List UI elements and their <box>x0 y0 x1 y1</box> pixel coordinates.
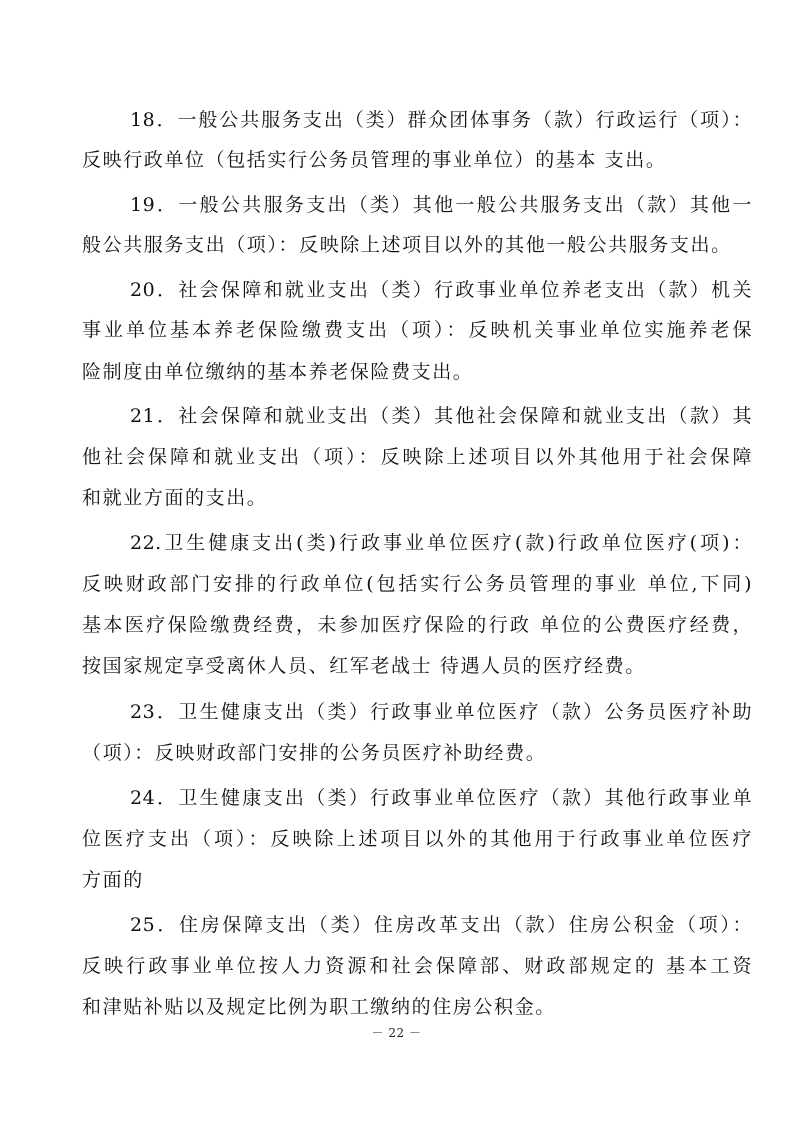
item-20-line-3: 险制度由单位缴纳的基本养老保险费支出。 <box>82 361 474 383</box>
item-19-line-2: 般公共服务支出（项）：反映除上述项目以外的其他一般公共服务支出。 <box>82 234 732 256</box>
item-25-line-3: 和津贴补贴以及规定比例为职工缴纳的住房公积金。 <box>82 996 556 1018</box>
item-25-line-2: 反映行政事业单位按人力资源和社会保障部、财政部规定的 基本工资 <box>82 955 752 977</box>
item-21-line-2: 他社会保障和就业支出（项）：反映除上述项目以外其他用于社会保障 <box>82 446 752 468</box>
page-number: － 22 － <box>371 1026 422 1040</box>
item-22-line-1: 22.卫生健康支出(类)行政事业单位医疗(款)行政单位医疗(项)： <box>130 532 752 554</box>
item-22-line-3: 基本医疗保险缴费经费，未参加医疗保险的行政 单位的公费医疗经费， <box>82 614 752 636</box>
item-22-line-2: 反映财政部门安排的行政单位(包括实行公务员管理的事业 单位,下同) <box>82 573 752 595</box>
item-23-line-1: 23．卫生健康支出（类）行政事业单位医疗（款）公务员医疗补助 <box>130 701 752 723</box>
item-20-line-1: 20．社会保障和就业支出（类）行政事业单位养老支出（款）机关 <box>130 279 752 301</box>
item-18-line-2: 反映行政单位（包括实行公务员管理的事业单位）的基本 支出。 <box>82 149 667 171</box>
item-21-line-3: 和就业方面的支出。 <box>82 487 268 509</box>
item-20-line-2: 事业单位基本养老保险缴费支出（项）：反映机关事业单位实施养老保 <box>82 319 752 341</box>
item-22-line-4: 按国家规定享受离休人员、红军老战士 待遇人员的医疗经费。 <box>82 655 646 677</box>
item-25-line-1: 25．住房保障支出（类）住房改革支出（款）住房公积金（项）： <box>130 914 752 936</box>
item-24-line-3: 方面的 <box>82 869 144 891</box>
item-24-line-1: 24．卫生健康支出（类）行政事业单位医疗（款）其他行政事业单 <box>130 787 752 809</box>
item-19-line-1: 19．一般公共服务支出（类）其他一般公共服务支出（款）其他一 <box>130 194 752 216</box>
item-21-line-1: 21．社会保障和就业支出（类）其他社会保障和就业支出（款）其 <box>130 405 752 427</box>
item-18-line-1: 18．一般公共服务支出（类）群众团体事务（款）行政运行（项）： <box>130 109 752 131</box>
item-24-line-2: 位医疗支出（项）：反映除上述项目以外的其他用于行政事业单位医疗 <box>82 828 752 850</box>
item-23-line-2: （项）：反映财政部门安排的公务员医疗补助经费。 <box>82 742 547 764</box>
